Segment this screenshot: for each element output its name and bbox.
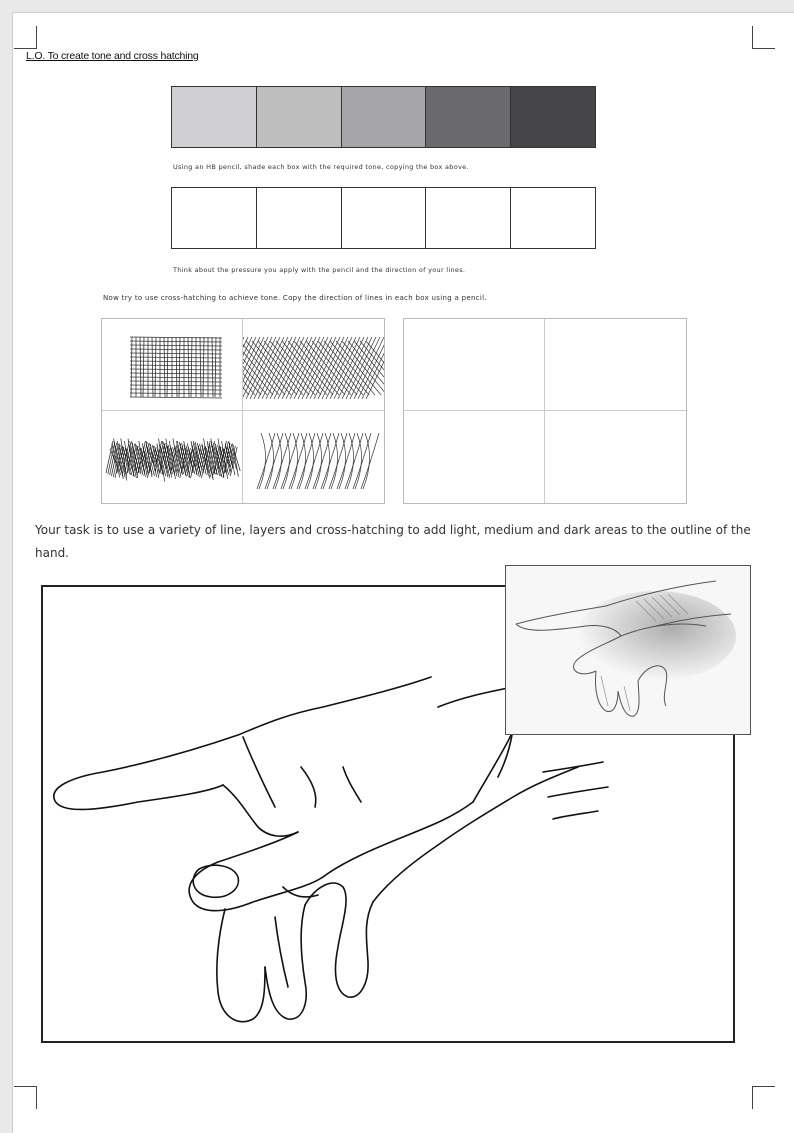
tone-swatch [342, 87, 427, 147]
task-instruction: Your task is to use a variety of line, layers and cross-hatching to add light, medium and dark areas to the outline of the hand. [35, 523, 751, 560]
blank-tone-box [172, 188, 257, 248]
pressure-instruction: Think about the pressure you apply with the pencil and the direction of your lines. [173, 266, 466, 274]
reference-hand-sketch [505, 565, 751, 735]
diagonal-hatch-drawing [243, 319, 384, 411]
blank-tone-box [257, 188, 342, 248]
shaded-hand-image [506, 566, 750, 734]
crop-mark-bottom-right [752, 1086, 775, 1109]
crop-mark-top-left [14, 26, 37, 49]
practice-box [545, 319, 686, 411]
crop-mark-top-right [752, 26, 775, 49]
curved-hatch-drawing [243, 411, 384, 503]
hatch-example-curved [243, 411, 384, 503]
hatch-example-diagonal [243, 319, 384, 411]
hatching-examples-grid [101, 318, 385, 504]
crop-mark-bottom-left [14, 1086, 37, 1109]
blank-tone-box [426, 188, 511, 248]
practice-box [545, 411, 686, 503]
blank-tone-box [511, 188, 595, 248]
hatch-example-grid-lines [102, 319, 243, 411]
tone-swatch [426, 87, 511, 147]
hatching-practice-grid [403, 318, 687, 504]
tone-swatch [257, 87, 342, 147]
learning-objective-title: L.O. To create tone and cross hatching [26, 50, 199, 62]
dense-hatch-drawing [102, 411, 243, 503]
tone-scale-blank [171, 187, 596, 249]
shade-instruction: Using an HB pencil, shade each box with the required tone, copying the box above. [173, 163, 469, 171]
practice-box [404, 411, 545, 503]
crosshatch-instruction: Now try to use cross-hatching to achieve tone. Copy the direction of lines in each box using a pencil. [103, 294, 487, 302]
grid-hatch-drawing [102, 319, 243, 411]
tone-swatch [511, 87, 595, 147]
practice-box [404, 319, 545, 411]
hatch-example-dense [102, 411, 243, 503]
tone-swatch [172, 87, 257, 147]
blank-tone-box [342, 188, 427, 248]
tone-scale-example [171, 86, 596, 148]
